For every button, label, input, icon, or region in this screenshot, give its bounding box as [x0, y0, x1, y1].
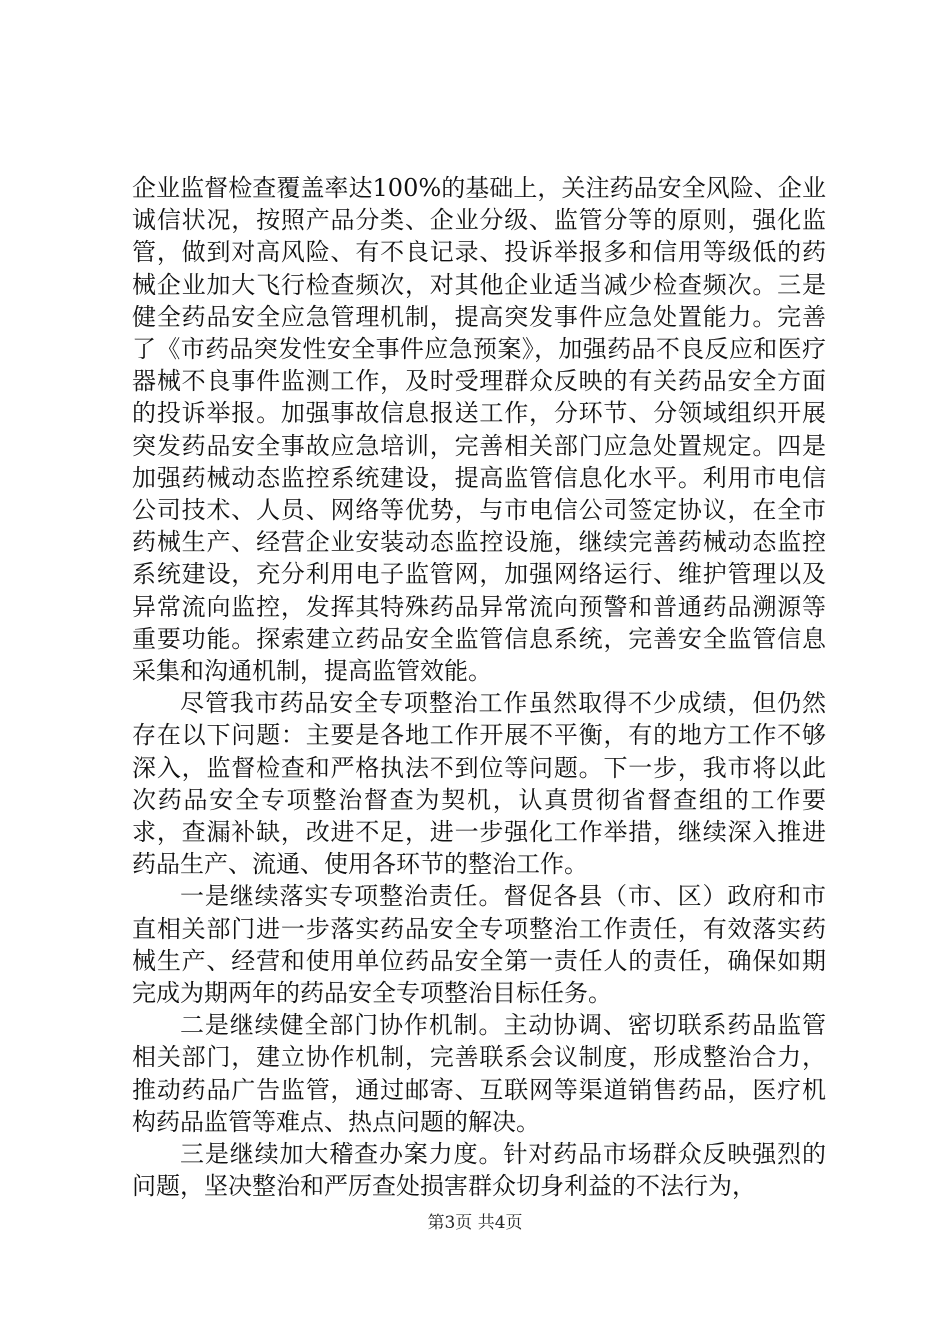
- paragraph-coordination: 二是继续健全部门协作机制。主动协调、密切联系药品监管相关部门，建立协作机制，完善联系会议制度，形成整治合力，推动药品广告监管，通过邮寄、互联网等渠道销售药品，医疗机构药品监管等难点、热点问题的解决。: [132, 1011, 826, 1136]
- paragraph-responsibility: 一是继续落实专项整治责任。督促各县（市、区）政府和市直相关部门进一步落实药品安全专项整治工作责任，有效落实药械生产、经营和使用单位药品安全第一责任人的责任，确保如期完成为期两年的药品安全专项整治目标任务。: [132, 882, 826, 1008]
- paragraph-enforcement: 三是继续加大稽查办案力度。针对药品市场群众反映强烈的问题，坚决整治和严厉查处损害群众切身利益的不法行为，: [132, 1140, 826, 1201]
- paragraph-continued: 企业监督检查覆盖率达100%的基础上，关注药品安全风险、企业诚信状况，按照产品分类、企业分级、监管分等的原则，强化监管，做到对高风险、有不良记录、投诉举报多和信用等级低的药械企业加大飞行检查频次，对其他企业适当减少检查频次。三是健全药品安全应急管理机制，提高突发事件应急处置能力。完善了《市药品突发性安全事件应急预案》，加强药品不良反应和医疗器械不良事件监测工作，及时受理群众反映的有关药品安全方面的投诉举报。加强事故信息报送工作，分环节、分领域组织开展突发药品安全事故应急培训，完善相关部门应急处置规定。四是加强药械动态监控系统建设，提高监管信息化水平。利用市电信公司技术、人员、网络等优势，与市电信公司签定协议，在全市药械生产、经营企业安装动态监控设施，继续完善药械动态监控系统建设，充分利用电子监管网，加强网络运行、维护管理以及异常流向监控，发挥其特殊药品异常流向预警和普通药品溯源等重要功能。探索建立药品安全监管信息系统，完善安全监管信息采集和沟通机制，提高监管效能。: [132, 174, 826, 686]
- document-body: [132, 172, 826, 1203]
- paragraph-problems: 尽管我市药品安全专项整治工作虽然取得不少成绩，但仍然存在以下问题：主要是各地工作开展不平衡，有的地方工作不够深入，监督检查和严格执法不到位等问题。下一步，我市将以此次药品安全专项整治督查为契机，认真贯彻省督查组的工作要求，查漏补缺，改进不足，进一步强化工作举措，继续深入推进药品生产、流通、使用各环节的整治工作。: [132, 689, 826, 879]
- page-footer: 第3页 共4页: [427, 1213, 523, 1233]
